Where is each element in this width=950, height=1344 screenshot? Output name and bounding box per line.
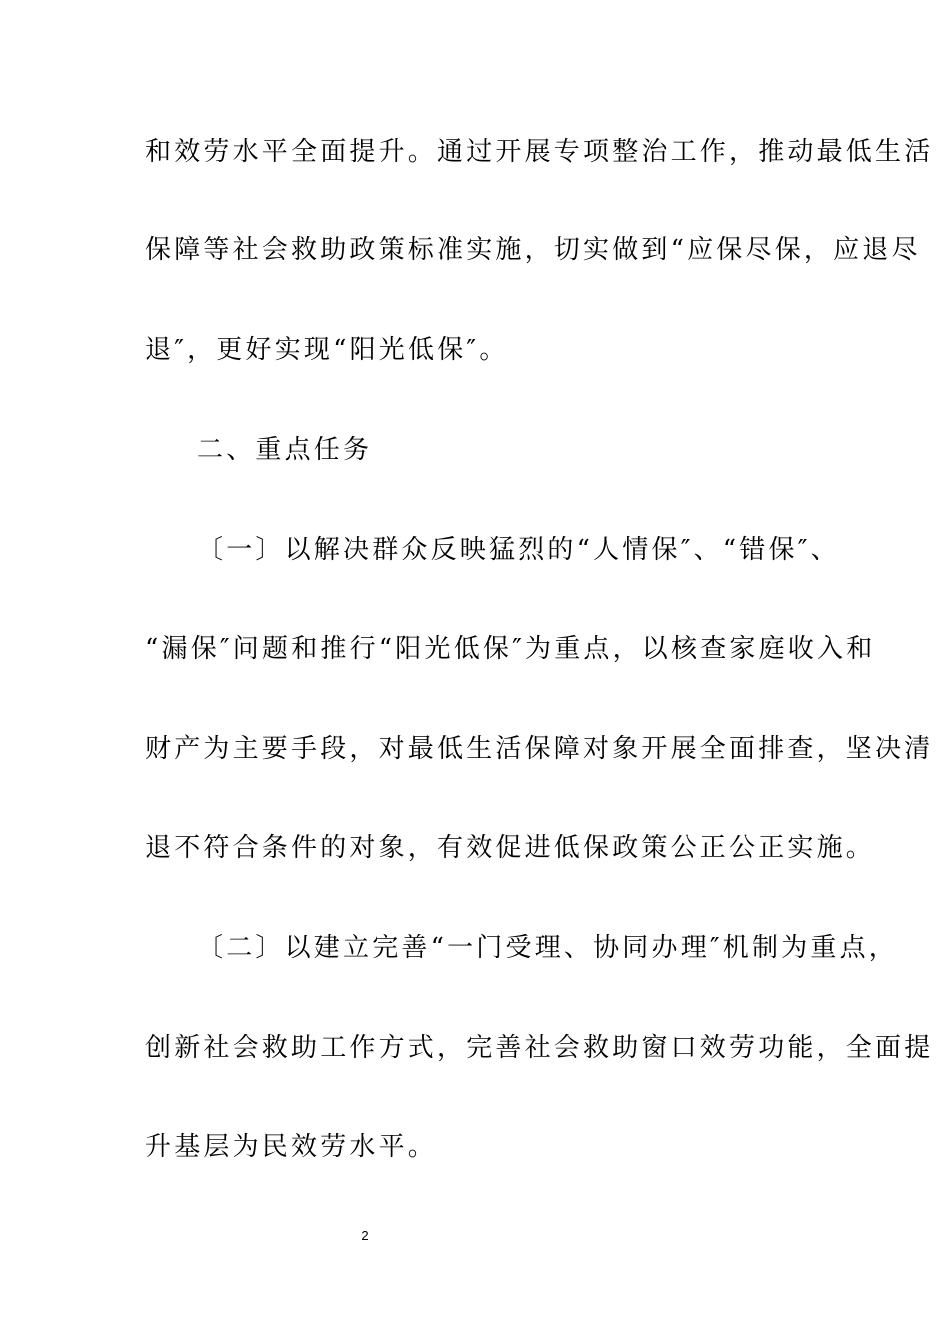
paragraph-line: 财产为主要手段，对最低生活保障对象开展全面排查，坚决清 <box>145 734 934 764</box>
paragraph-line: 创新社会救助工作方式，完善社会救助窗口效劳功能，全面提 <box>145 1033 934 1063</box>
paragraph-line: 〔二〕以建立完善“一门受理、协同办理″机制为重点， <box>197 933 899 963</box>
section-heading: 二、重点任务 <box>197 435 373 465</box>
paragraph-line: 〔一〕以解决群众反映猛烈的“人情保″、“错保″、 <box>197 535 840 565</box>
paragraph-line: 保障等社会救助政策标准实施，切实做到“应保尽保，应退尽 <box>145 235 921 265</box>
paragraph-line: “漏保″问题和推行“阳光低保″为重点，以核查家庭收入和 <box>145 634 876 664</box>
page-number: 2 <box>361 1228 369 1243</box>
paragraph-line: 升基层为民效劳水平。 <box>145 1132 438 1162</box>
paragraph-line: 退″，更好实现“阳光低保″。 <box>145 335 509 365</box>
paragraph-line: 和效劳水平全面提升。通过开展专项整治工作，推动最低生活 <box>145 137 934 167</box>
paragraph-line: 退不符合条件的对象，有效促进低保政策公正公正实施。 <box>145 833 876 863</box>
